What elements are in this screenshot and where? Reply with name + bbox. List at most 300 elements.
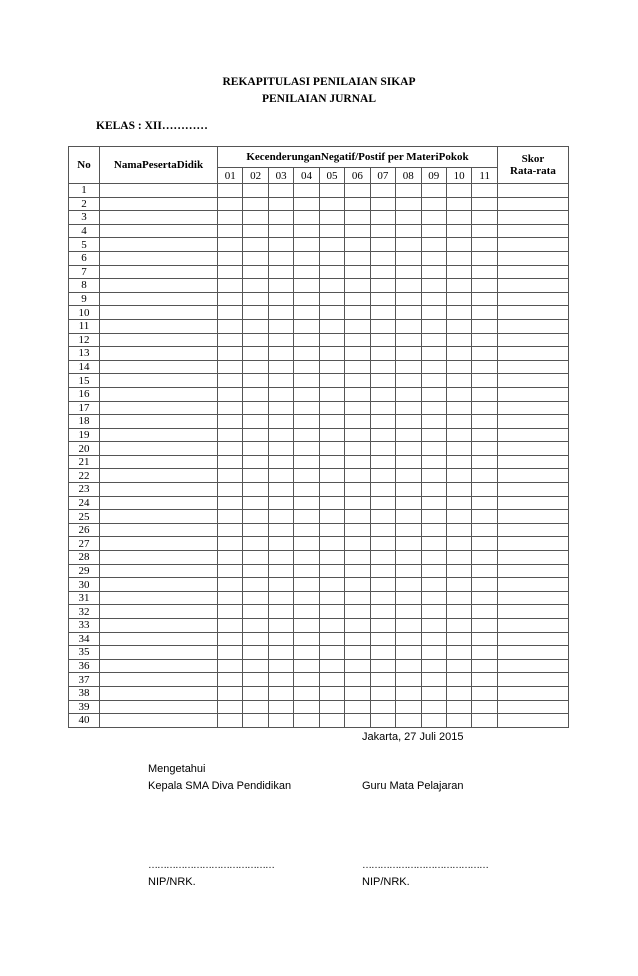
score-cell-09 [421,428,446,442]
score-cell-07 [370,551,395,565]
student-name-cell [100,564,218,578]
score-cell-03 [268,469,293,483]
score-cell-04 [294,523,319,537]
score-cell-09 [421,415,446,429]
score-cell-09 [421,306,446,320]
row-number: 6 [69,251,100,265]
score-cell-04 [294,673,319,687]
average-score-cell [497,469,568,483]
score-cell-11 [472,442,498,456]
table-row [69,347,569,361]
student-name-cell [100,279,218,293]
student-name-cell [100,197,218,211]
table-row [69,265,569,279]
score-cell-04 [294,659,319,673]
score-cell-02 [243,483,268,497]
row-number: 35 [69,646,100,660]
row-number: 1 [69,184,100,198]
score-cell-08 [396,184,421,198]
score-cell-01 [218,415,243,429]
score-cell-08 [396,591,421,605]
score-cell-05 [319,523,344,537]
score-cell-08 [396,374,421,388]
nip-left: NIP/NRK. [148,876,196,888]
score-cell-06 [345,415,370,429]
score-cell-08 [396,673,421,687]
score-cell-01 [218,646,243,660]
table-row [69,387,569,401]
score-cell-06 [345,428,370,442]
score-cell-08 [396,401,421,415]
score-cell-11 [472,224,498,238]
score-cell-07 [370,496,395,510]
average-score-cell [497,591,568,605]
score-cell-08 [396,292,421,306]
score-cell-02 [243,455,268,469]
score-cell-01 [218,306,243,320]
score-cell-06 [345,197,370,211]
score-cell-04 [294,605,319,619]
score-cell-08 [396,564,421,578]
row-number: 30 [69,578,100,592]
table-row [69,591,569,605]
score-cell-06 [345,211,370,225]
score-cell-07 [370,401,395,415]
score-cell-02 [243,401,268,415]
score-cell-01 [218,455,243,469]
score-cell-02 [243,510,268,524]
score-cell-09 [421,673,446,687]
score-cell-05 [319,700,344,714]
score-cell-11 [472,686,498,700]
guru-label: Guru Mata Pelajaran [362,780,464,792]
average-score-cell [497,251,568,265]
table-row [69,714,569,728]
score-cell-10 [446,211,471,225]
score-cell-03 [268,619,293,633]
table-row [69,184,569,198]
score-cell-03 [268,496,293,510]
score-cell-09 [421,319,446,333]
score-cell-09 [421,523,446,537]
score-cell-11 [472,238,498,252]
score-cell-04 [294,496,319,510]
score-cell-08 [396,496,421,510]
score-cell-03 [268,564,293,578]
score-cell-03 [268,292,293,306]
score-cell-11 [472,646,498,660]
student-name-cell [100,265,218,279]
score-cell-02 [243,591,268,605]
score-cell-09 [421,483,446,497]
score-cell-10 [446,700,471,714]
score-cell-07 [370,319,395,333]
score-cell-08 [396,551,421,565]
score-cell-09 [421,360,446,374]
score-cell-02 [243,360,268,374]
score-cell-09 [421,265,446,279]
score-cell-04 [294,415,319,429]
table-row [69,523,569,537]
score-cell-09 [421,224,446,238]
average-score-cell [497,224,568,238]
table-row [69,428,569,442]
score-cell-08 [396,659,421,673]
score-cell-05 [319,442,344,456]
score-cell-09 [421,700,446,714]
row-number: 34 [69,632,100,646]
score-cell-09 [421,292,446,306]
score-cell-04 [294,537,319,551]
score-cell-07 [370,578,395,592]
score-cell-02 [243,184,268,198]
score-cell-10 [446,646,471,660]
score-cell-02 [243,605,268,619]
score-cell-08 [396,319,421,333]
row-number: 37 [69,673,100,687]
score-cell-05 [319,619,344,633]
score-cell-03 [268,333,293,347]
score-cell-09 [421,333,446,347]
score-cell-07 [370,605,395,619]
student-name-cell [100,673,218,687]
table-row [69,578,569,592]
student-name-cell [100,238,218,252]
score-cell-02 [243,428,268,442]
student-name-cell [100,632,218,646]
average-score-cell [497,564,568,578]
score-cell-04 [294,686,319,700]
score-cell-11 [472,387,498,401]
score-cell-05 [319,333,344,347]
score-cell-09 [421,578,446,592]
row-number: 19 [69,428,100,442]
score-cell-05 [319,415,344,429]
score-cell-08 [396,455,421,469]
row-number: 32 [69,605,100,619]
score-cell-08 [396,469,421,483]
score-cell-06 [345,619,370,633]
score-cell-07 [370,510,395,524]
kepala-sekolah-label: Kepala SMA Diva Pendidikan [148,780,292,792]
score-cell-01 [218,224,243,238]
score-cell-06 [345,496,370,510]
row-number: 40 [69,714,100,728]
score-cell-06 [345,292,370,306]
score-cell-11 [472,265,498,279]
score-cell-11 [472,496,498,510]
score-cell-11 [472,510,498,524]
table-row [69,673,569,687]
score-cell-11 [472,211,498,225]
row-number: 29 [69,564,100,578]
average-score-cell [497,306,568,320]
score-cell-03 [268,184,293,198]
signature-line-right: …………………………………… [362,860,488,871]
row-number: 12 [69,333,100,347]
student-name-cell [100,387,218,401]
score-cell-11 [472,455,498,469]
average-score-cell [497,347,568,361]
average-score-cell [497,428,568,442]
materi-header-04: 04 [294,168,319,184]
materi-header-02: 02 [243,168,268,184]
score-cell-03 [268,415,293,429]
score-cell-02 [243,564,268,578]
score-cell-01 [218,279,243,293]
score-cell-01 [218,184,243,198]
score-cell-11 [472,279,498,293]
row-number: 2 [69,197,100,211]
score-cell-05 [319,319,344,333]
score-cell-02 [243,279,268,293]
table-row [69,496,569,510]
score-cell-01 [218,537,243,551]
materi-header-03: 03 [268,168,293,184]
score-cell-06 [345,646,370,660]
score-cell-04 [294,333,319,347]
score-cell-10 [446,401,471,415]
average-score-cell [497,265,568,279]
average-score-cell [497,659,568,673]
score-cell-06 [345,238,370,252]
score-cell-04 [294,374,319,388]
score-cell-04 [294,591,319,605]
score-cell-09 [421,279,446,293]
score-cell-08 [396,537,421,551]
score-cell-05 [319,387,344,401]
table-row [69,306,569,320]
score-cell-11 [472,632,498,646]
table-row [69,238,569,252]
student-name-cell [100,714,218,728]
score-cell-02 [243,469,268,483]
score-cell-02 [243,387,268,401]
score-cell-10 [446,591,471,605]
score-cell-05 [319,605,344,619]
score-cell-01 [218,578,243,592]
score-cell-06 [345,319,370,333]
score-cell-07 [370,646,395,660]
student-name-cell [100,251,218,265]
average-score-cell [497,401,568,415]
score-cell-04 [294,238,319,252]
score-cell-07 [370,306,395,320]
score-cell-04 [294,510,319,524]
score-cell-01 [218,673,243,687]
score-cell-07 [370,251,395,265]
score-cell-03 [268,714,293,728]
score-cell-04 [294,578,319,592]
row-number: 4 [69,224,100,238]
score-cell-06 [345,673,370,687]
row-number: 25 [69,510,100,524]
score-cell-01 [218,347,243,361]
score-cell-09 [421,714,446,728]
score-cell-08 [396,347,421,361]
score-cell-02 [243,714,268,728]
score-cell-06 [345,360,370,374]
average-score-cell [497,333,568,347]
score-cell-05 [319,591,344,605]
score-cell-03 [268,251,293,265]
student-name-cell [100,510,218,524]
score-cell-08 [396,646,421,660]
score-cell-05 [319,564,344,578]
student-name-cell [100,333,218,347]
row-number: 33 [69,619,100,633]
score-cell-07 [370,184,395,198]
average-score-cell [497,197,568,211]
row-number: 9 [69,292,100,306]
score-cell-09 [421,197,446,211]
table-row [69,510,569,524]
average-score-cell [497,374,568,388]
score-cell-05 [319,632,344,646]
average-score-cell [497,211,568,225]
score-cell-10 [446,496,471,510]
score-cell-11 [472,523,498,537]
average-score-cell [497,238,568,252]
score-cell-03 [268,265,293,279]
score-cell-05 [319,455,344,469]
score-cell-10 [446,360,471,374]
student-name-cell [100,496,218,510]
score-cell-07 [370,387,395,401]
score-cell-05 [319,673,344,687]
row-number: 10 [69,306,100,320]
score-cell-03 [268,428,293,442]
score-cell-04 [294,306,319,320]
score-cell-11 [472,428,498,442]
score-cell-03 [268,659,293,673]
student-name-cell [100,292,218,306]
score-cell-11 [472,619,498,633]
score-cell-11 [472,564,498,578]
score-cell-01 [218,714,243,728]
score-cell-11 [472,700,498,714]
score-cell-03 [268,686,293,700]
materi-header-08: 08 [396,168,421,184]
score-cell-08 [396,686,421,700]
score-cell-04 [294,184,319,198]
table-row [69,319,569,333]
score-cell-05 [319,360,344,374]
score-cell-11 [472,537,498,551]
score-cell-05 [319,238,344,252]
score-cell-03 [268,578,293,592]
header-skor-line2: Rata-rata [510,165,556,177]
score-cell-05 [319,211,344,225]
score-cell-10 [446,415,471,429]
average-score-cell [497,551,568,565]
score-cell-06 [345,442,370,456]
score-cell-02 [243,578,268,592]
student-name-cell [100,469,218,483]
table-row [69,564,569,578]
score-cell-10 [446,714,471,728]
score-cell-02 [243,496,268,510]
table-row [69,686,569,700]
score-cell-07 [370,591,395,605]
table-row [69,659,569,673]
score-cell-09 [421,374,446,388]
score-cell-11 [472,197,498,211]
score-cell-05 [319,292,344,306]
student-name-cell [100,659,218,673]
score-cell-07 [370,211,395,225]
score-cell-02 [243,319,268,333]
table-row [69,279,569,293]
row-number: 13 [69,347,100,361]
score-cell-11 [472,714,498,728]
score-cell-06 [345,700,370,714]
student-name-cell [100,442,218,456]
score-cell-11 [472,483,498,497]
score-cell-03 [268,319,293,333]
average-score-cell [497,714,568,728]
row-number: 26 [69,523,100,537]
score-cell-04 [294,251,319,265]
score-cell-03 [268,442,293,456]
score-cell-04 [294,564,319,578]
student-name-cell [100,619,218,633]
score-cell-01 [218,632,243,646]
score-cell-06 [345,483,370,497]
score-cell-07 [370,469,395,483]
score-cell-08 [396,700,421,714]
score-cell-10 [446,333,471,347]
student-name-cell [100,306,218,320]
header-nama: NamaPesertaDidik [100,147,218,184]
score-cell-05 [319,483,344,497]
materi-header-05: 05 [319,168,344,184]
score-cell-07 [370,564,395,578]
score-cell-04 [294,619,319,633]
score-cell-02 [243,646,268,660]
score-cell-03 [268,551,293,565]
score-cell-10 [446,251,471,265]
score-cell-07 [370,523,395,537]
score-cell-07 [370,428,395,442]
score-cell-09 [421,632,446,646]
score-cell-07 [370,619,395,633]
table-row [69,632,569,646]
score-cell-07 [370,224,395,238]
materi-header-07: 07 [370,168,395,184]
score-cell-10 [446,455,471,469]
score-cell-10 [446,387,471,401]
score-cell-05 [319,184,344,198]
nip-right: NIP/NRK. [362,876,410,888]
score-cell-06 [345,591,370,605]
score-cell-10 [446,428,471,442]
signature-line-left: …………………………………… [148,860,274,871]
score-cell-10 [446,292,471,306]
score-cell-07 [370,659,395,673]
score-cell-02 [243,551,268,565]
score-cell-05 [319,646,344,660]
score-cell-09 [421,238,446,252]
student-name-cell [100,646,218,660]
row-number: 5 [69,238,100,252]
score-cell-05 [319,510,344,524]
student-name-cell [100,319,218,333]
table-row [69,646,569,660]
score-cell-07 [370,374,395,388]
score-cell-09 [421,537,446,551]
score-cell-02 [243,292,268,306]
